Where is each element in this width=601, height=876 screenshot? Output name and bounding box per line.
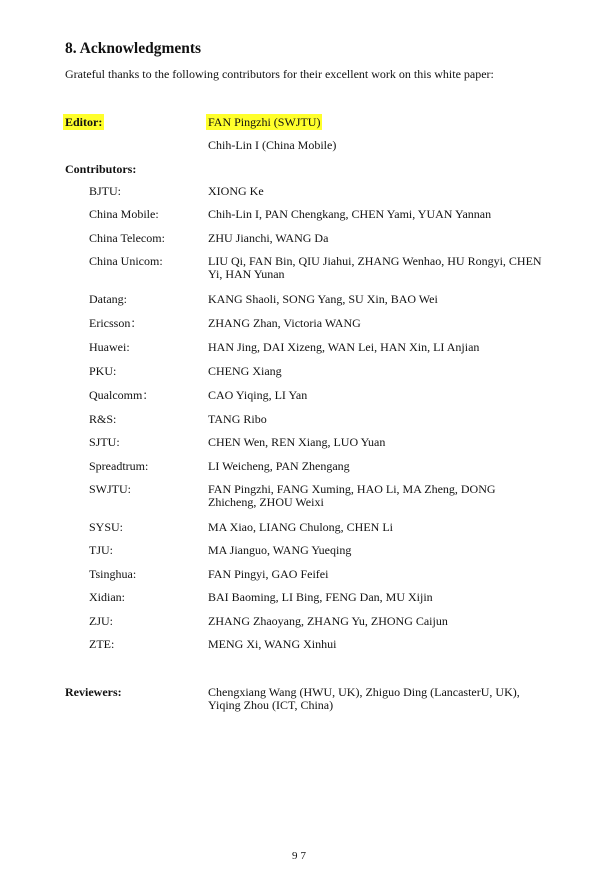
contributor-org: ZJU: xyxy=(89,614,113,628)
contributor-org: Qualcomm： xyxy=(89,388,155,402)
contributor-org: PKU: xyxy=(89,364,117,378)
contributor-names: MA Xiao, LIANG Chulong, CHEN Li xyxy=(208,520,393,534)
contributor-names: MA Jianguo, WANG Yueqing xyxy=(208,543,352,557)
contributor-names: Chih-Lin I, PAN Chengkang, CHEN Yami, YUAN Yannan xyxy=(208,207,492,221)
contributor-org: ZTE: xyxy=(89,637,115,651)
contributor-org: TJU: xyxy=(89,543,113,557)
contributor-org: Huawei: xyxy=(89,340,130,354)
contributor-org: China Mobile: xyxy=(89,207,159,221)
contributor-org: SJTU: xyxy=(89,435,120,449)
contributors-label: Contributors: xyxy=(65,162,137,176)
contributor-names: CAO Yiqing, LI Yan xyxy=(208,388,308,402)
contributor-names: ZHU Jianchi, WANG Da xyxy=(208,231,329,245)
contributor-org: BJTU: xyxy=(89,184,122,198)
contributor-org: Xidian: xyxy=(89,590,125,604)
contributor-names: BAI Baoming, LI Bing, FENG Dan, MU Xijin xyxy=(208,590,433,604)
contributor-org: Datang: xyxy=(89,292,127,306)
contributor-org: Spreadtrum: xyxy=(89,459,149,473)
contributor-org: R&S: xyxy=(89,412,117,426)
contributor-names: KANG Shaoli, SONG Yang, SU Xin, BAO Wei xyxy=(208,292,438,306)
contributor-names: ZHANG Zhan, Victoria WANG xyxy=(208,316,361,330)
contributor-names: CHENG Xiang xyxy=(208,364,282,378)
contributor-names: HAN Jing, DAI Xizeng, WAN Lei, HAN Xin, LI Anjian xyxy=(208,340,480,354)
contributor-names: LI Weicheng, PAN Zhengang xyxy=(208,459,350,473)
contributor-org: SYSU: xyxy=(89,520,124,534)
contributor-names: CHEN Wen, REN Xiang, LUO Yuan xyxy=(208,435,386,449)
contributor-org: China Telecom: xyxy=(89,231,165,245)
reviewers-names: Chengxiang Wang (HWU, UK), Zhiguo Ding (LancasterU, UK), Yiqing Zhou (ICT, China) xyxy=(208,685,520,712)
contributor-names: TANG Ribo xyxy=(208,412,267,426)
editor-name-secondary: Chih-Lin I (China Mobile) xyxy=(208,138,337,152)
contributor-org: Ericsson： xyxy=(89,316,143,330)
contributor-names: MENG Xi, WANG Xinhui xyxy=(208,637,337,651)
intro-paragraph: Grateful thanks to the following contributors for their excellent work on this white paper: xyxy=(65,67,494,81)
editor-label: Editor: xyxy=(65,115,103,129)
contributor-names: ZHANG Zhaoyang, ZHANG Yu, ZHONG Caijun xyxy=(208,614,448,628)
contributor-names: FAN Pingyi, GAO Feifei xyxy=(208,567,329,581)
contributor-org: China Unicom: xyxy=(89,254,163,268)
section-heading: 8. Acknowledgments xyxy=(65,40,202,57)
editor-name-primary: FAN Pingzhi (SWJTU) xyxy=(208,115,321,129)
contributor-names: LIU Qi, FAN Bin, QIU Jiahui, ZHANG Wenhao, HU Rongyi, CHEN Yi, HAN Yunan xyxy=(208,254,542,281)
contributor-org: SWJTU: xyxy=(89,482,131,496)
contributor-names: FAN Pingzhi, FANG Xuming, HAO Li, MA Zheng, DONG Zhicheng, ZHOU Weixi xyxy=(208,482,496,509)
page-number: 97 xyxy=(292,850,309,862)
reviewers-label: Reviewers: xyxy=(65,685,122,699)
contributor-org: Tsinghua: xyxy=(89,567,137,581)
contributor-names: XIONG Ke xyxy=(208,184,264,198)
